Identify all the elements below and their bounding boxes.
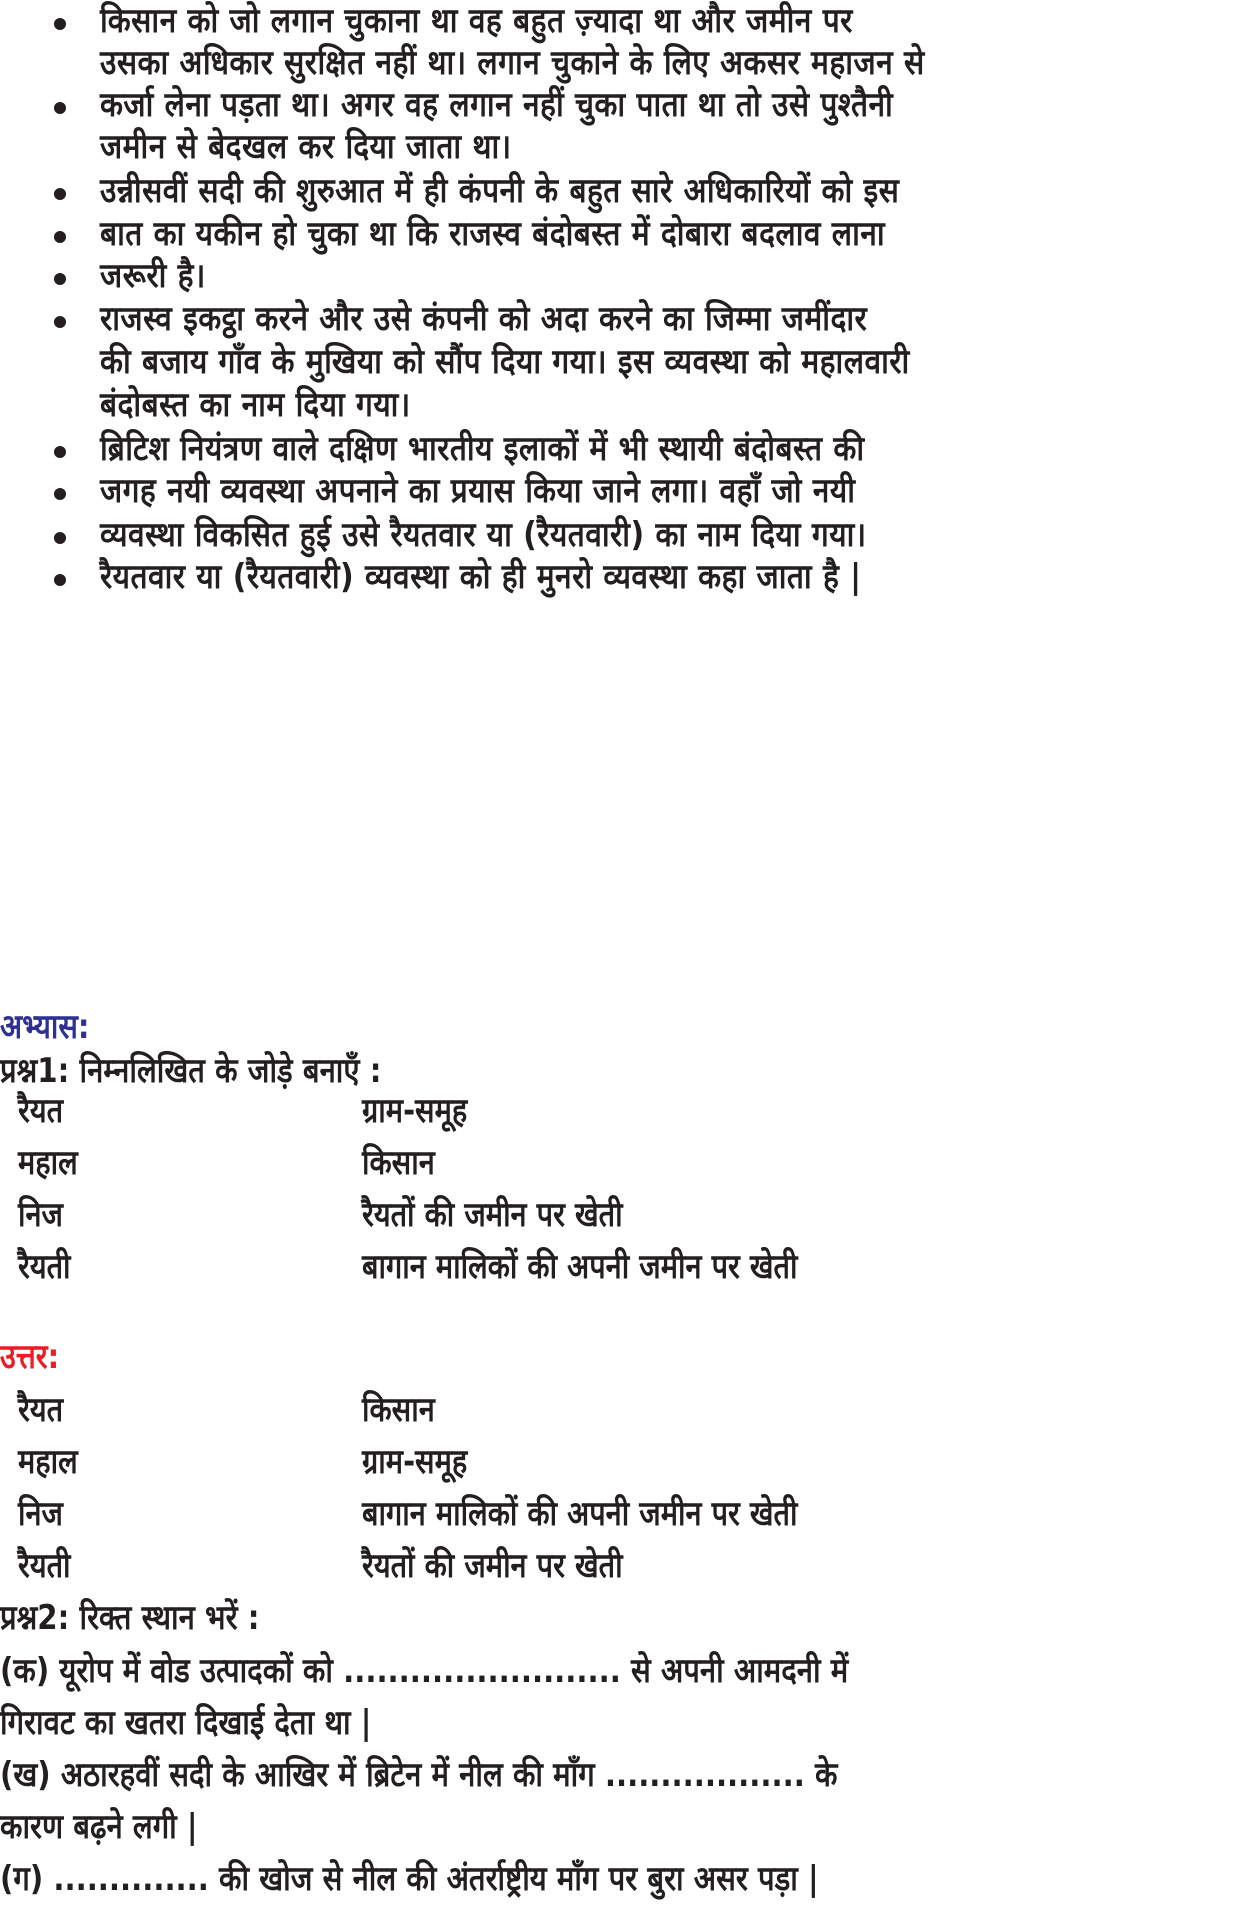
match-left: महाल xyxy=(18,1143,78,1183)
answer-right: रैयतों की जमीन पर खेती xyxy=(362,1546,623,1586)
bullet-icon xyxy=(54,532,66,544)
bullet-icon xyxy=(54,316,66,328)
answer-left: निज xyxy=(18,1494,63,1534)
match-right: बागान मालिकों की अपनी जमीन पर खेती xyxy=(362,1247,798,1287)
bullet-icon xyxy=(54,574,66,586)
answer-row xyxy=(0,1540,1258,1592)
bullet-icon xyxy=(54,446,66,458)
answer-row xyxy=(0,1436,1258,1488)
answer-heading: उत्तर: xyxy=(0,1337,60,1377)
match-right: रैयतों की जमीन पर खेती xyxy=(362,1195,623,1235)
fill-blank-item: (क) यूरोप में वोड उत्पादकों को ......................... से अपनी आमदनी में xyxy=(0,1651,849,1691)
bullet-line: उसका अधिकार सुरक्षित नहीं था। लगान चुकाने के लिए अकसर महाजन से xyxy=(100,43,925,83)
match-row xyxy=(0,1137,1258,1189)
bullet-line: रैयतवार या (रैयतवारी) व्यवस्था को ही मुनरो व्यवस्था कहा जाता है | xyxy=(100,557,862,597)
answer-right: बागान मालिकों की अपनी जमीन पर खेती xyxy=(362,1494,798,1534)
bullet-line: जरूरी है। xyxy=(100,256,206,296)
bullet-icon xyxy=(54,18,66,30)
bullet-line: बात का यकीन हो चुका था कि राजस्व बंदोबस्त में दोबारा बदलाव लाना xyxy=(100,214,886,254)
bullet-icon xyxy=(54,273,66,285)
bullet-icon xyxy=(54,102,66,114)
fill-blank-item: (ख) अठारहवीं सदी के आखिर में ब्रिटेन में नील की माँग .................. के xyxy=(0,1755,838,1795)
bullet-line: उन्नीसवीं सदी की शुरुआत में ही कंपनी के बहुत सारे अधिकारियों को इस xyxy=(100,171,900,211)
answer-left: रैयत xyxy=(18,1390,64,1430)
bullet-line: व्यवस्था विकसित हुई उसे रैयतवार या (रैयतवारी) का नाम दिया गया। xyxy=(100,515,867,555)
question-2-title: प्रश्न2: रिक्त स्थान भरें : xyxy=(0,1598,260,1638)
bullet-icon xyxy=(54,188,66,200)
answer-right: किसान xyxy=(362,1390,435,1430)
bullet-line: राजस्व इकट्ठा करने और उसे कंपनी को अदा करने का जिम्मा जमींदार xyxy=(100,299,868,339)
bullet-icon xyxy=(54,488,66,500)
match-row xyxy=(0,1085,1258,1137)
match-row xyxy=(0,1189,1258,1241)
match-right: किसान xyxy=(362,1143,435,1183)
match-left: निज xyxy=(18,1195,63,1235)
bullet-icon xyxy=(54,231,66,243)
bullet-line: किसान को जो लगान चुकाना था वह बहुत ज़्यादा था और जमीन पर xyxy=(100,1,853,41)
fill-blank-item-cont: कारण बढ़ने लगी | xyxy=(0,1807,198,1847)
match-row xyxy=(0,1241,1258,1293)
answer-row xyxy=(0,1384,1258,1436)
match-left: रैयती xyxy=(18,1247,71,1287)
answer-left: रैयती xyxy=(18,1546,71,1586)
bullet-line: जगह नयी व्यवस्था अपनाने का प्रयास किया जाने लगा। वहाँ जो नयी xyxy=(100,471,856,511)
fill-blank-item: (ग) .............. की खोज से नील की अंतर्राष्ट्रीय माँग पर बुरा असर पड़ा | xyxy=(0,1859,819,1899)
answer-right: ग्राम-समूह xyxy=(362,1442,468,1482)
answer-row xyxy=(0,1488,1258,1540)
bullet-line: कर्जा लेना पड़ता था। अगर वह लगान नहीं चुका पाता था तो उसे पुश्तैनी xyxy=(100,85,894,125)
match-left: रैयत xyxy=(18,1091,64,1131)
fill-blank-item-cont: गिरावट का खतरा दिखाई देता था | xyxy=(0,1703,372,1743)
bullet-line: की बजाय गाँव के मुखिया को सौंप दिया गया। इस व्यवस्था को महालवारी xyxy=(100,342,910,382)
bullet-line: ब्रिटिश नियंत्रण वाले दक्षिण भारतीय इलाकों में भी स्थायी बंदोबस्त की xyxy=(100,429,865,469)
answer-left: महाल xyxy=(18,1442,78,1482)
exercise-heading: अभ्यास: xyxy=(0,1007,90,1047)
bullet-line: बंदोबस्त का नाम दिया गया। xyxy=(100,385,411,425)
match-right: ग्राम-समूह xyxy=(362,1091,468,1131)
bullet-line: जमीन से बेदखल कर दिया जाता था। xyxy=(100,127,512,167)
question-1-title: प्रश्न1: निम्नलिखित के जोड़े बनाएँ : xyxy=(0,1051,382,1091)
